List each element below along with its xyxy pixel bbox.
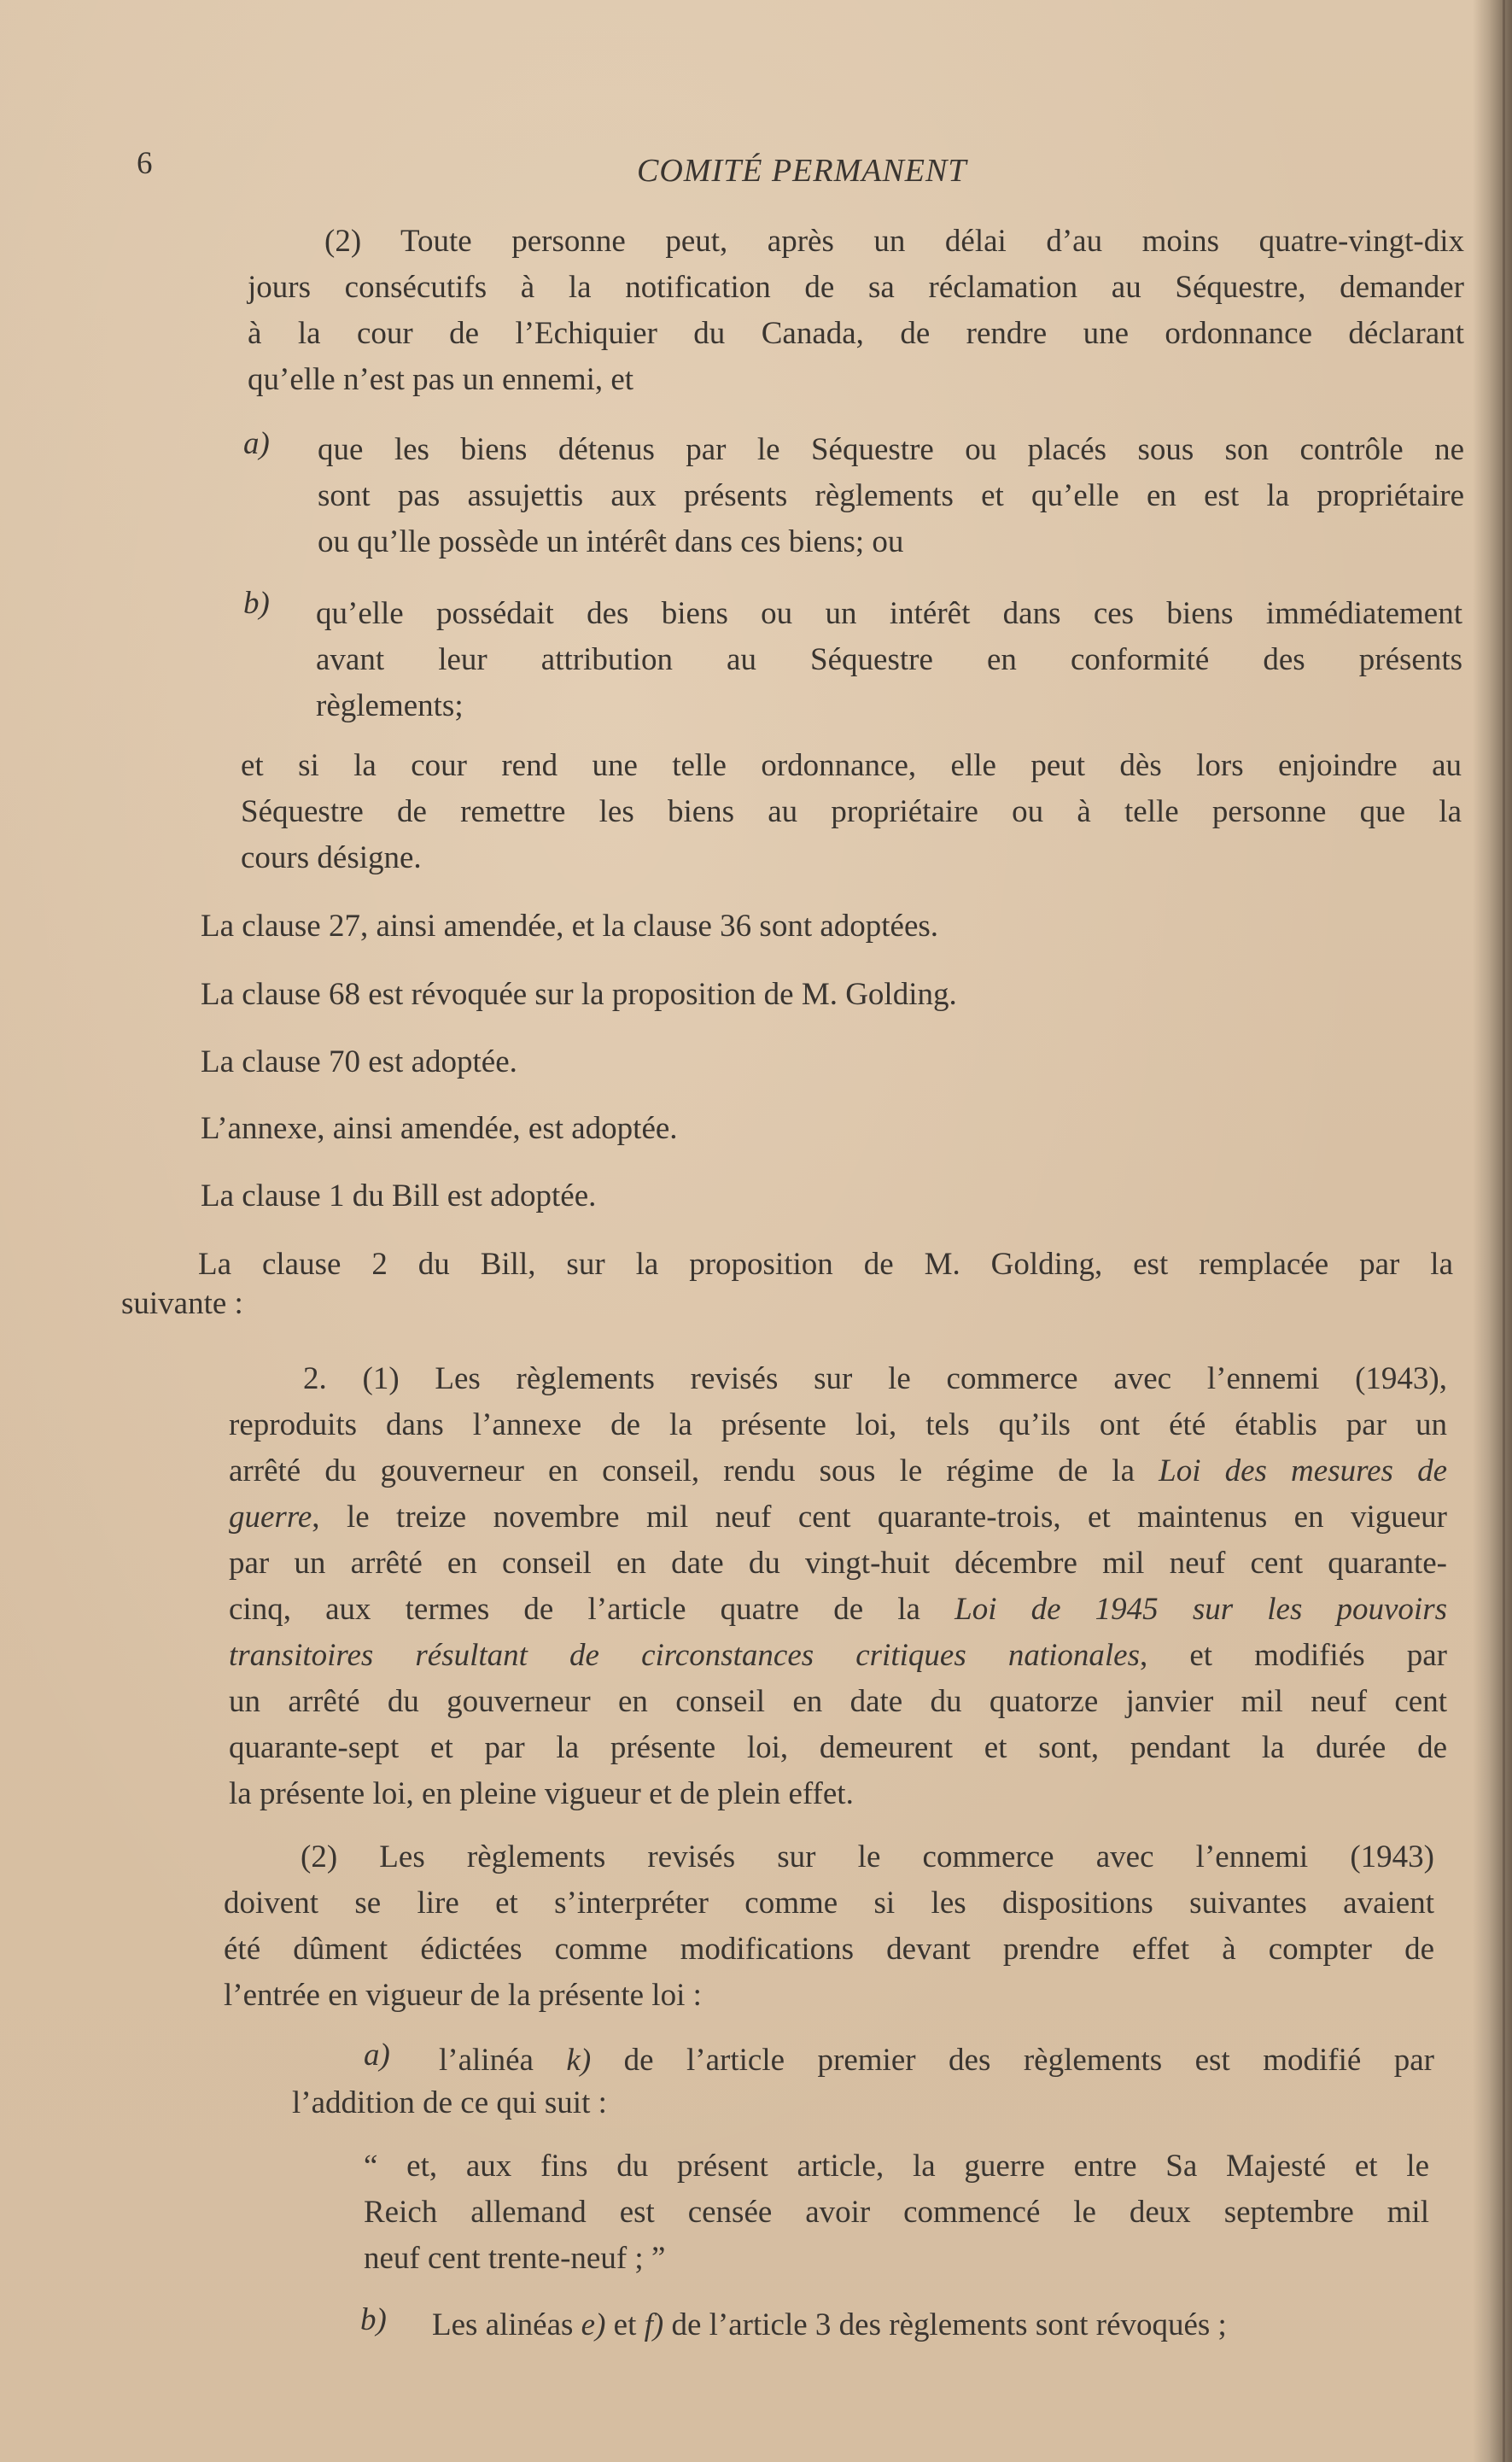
text-line: été dûment édictées comme modifications devant prendre effet à compter de <box>224 1932 1434 1967</box>
text-line: avant leur attribution au Séquestre en conformité des présents <box>316 642 1462 677</box>
text-line: reproduits dans l’annexe de la présente loi, tels qu’ils ont été établis par un <box>229 1407 1447 1442</box>
page-number: 6 <box>137 146 153 181</box>
italic-run: f) <box>644 2307 664 2342</box>
text-line <box>439 2038 1434 2083</box>
item-label: a) <box>243 426 270 461</box>
text-line: neuf cent trente-neuf ; ” <box>364 2241 666 2276</box>
text-line: (2) Toute personne peut, après un délai d’au moins quatre-vingt-dix <box>324 224 1464 259</box>
text-run: arrêté du gouverneur en conseil, rendu sous le régime de la <box>229 1453 1159 1488</box>
text-line: cours désigne. <box>241 840 422 875</box>
text-line: l’addition de ce qui suit : <box>292 2085 607 2120</box>
text-line: qu’elle n’est pas un ennemi, et <box>248 362 634 397</box>
text-line: Séquestre de remettre les biens au propriétaire ou à telle personne que la <box>241 794 1462 829</box>
text-run: , le treize novembre mil neuf cent quarante-trois, et maintenus en vigueur <box>312 1500 1447 1535</box>
text-run: de l’article 3 des règlements sont révoqués ; <box>663 2307 1227 2342</box>
text-line <box>229 1448 1447 1494</box>
text-line: Reich allemand est censée avoir commencé le deux septembre mil <box>364 2195 1429 2230</box>
text-run: l’alinéa <box>439 2043 567 2078</box>
text-line: qu’elle possédait des biens ou un intérêt dans ces biens immédiatement <box>316 596 1462 631</box>
text-line <box>229 1494 1447 1540</box>
text-line: (2) Les règlements revisés sur le commerce avec l’ennemi (1943) <box>301 1839 1434 1874</box>
law-title-italic: Loi de 1945 sur les pouvoirs <box>954 1592 1447 1627</box>
item-label: b) <box>243 586 270 621</box>
text-line: La clause 2 du Bill, sur la proposition de M. Golding, est remplacée par la <box>198 1247 1453 1282</box>
text-line <box>432 2302 1227 2348</box>
text-line: “ et, aux fins du présent article, la guerre entre Sa Majesté et le <box>364 2149 1429 2184</box>
italic-run: k) <box>566 2043 592 2078</box>
text-line: sont pas assujettis aux présents règlements et qu’elle en est la propriétaire <box>318 478 1464 513</box>
text-line: jours consécutifs à la notification de sa réclamation au Séquestre, demander <box>248 270 1464 305</box>
binding-edge <box>1503 0 1505 2462</box>
text-line: quarante-sept et par la présente loi, demeurent et sont, pendant la durée de <box>229 1730 1447 1765</box>
running-title: COMITÉ PERMANENT <box>637 153 967 189</box>
text-line: à la cour de l’Echiquier du Canada, de rendre une ordonnance déclarant <box>248 316 1464 351</box>
text-run: de l’article premier des règlements est modifié par <box>591 2043 1434 2078</box>
text-line: l’entrée en vigueur de la présente loi : <box>224 1978 702 2013</box>
text-line: suivante : <box>121 1286 243 1321</box>
minute-bill-clause-1: La clause 1 du Bill est adoptée. <box>201 1178 597 1213</box>
minute-annexe: L’annexe, ainsi amendée, est adoptée. <box>201 1111 678 1146</box>
italic-run: e) <box>581 2307 606 2342</box>
law-title-italic: guerre <box>229 1500 312 1535</box>
minute-clause-27: La clause 27, ainsi amendée, et la clause 36 sont adoptées. <box>201 909 939 944</box>
text-line <box>229 1587 1447 1632</box>
law-title-italic: transitoires résultant de circonstances critiques nationales <box>229 1638 1140 1673</box>
text-line: la présente loi, en pleine vigueur et de plein effet. <box>229 1776 854 1811</box>
minute-clause-68: La clause 68 est révoquée sur la proposition de M. Golding. <box>201 977 957 1012</box>
text-run: Les alinéas <box>432 2307 581 2342</box>
text-run: et <box>605 2307 645 2342</box>
text-line: par un arrêté en conseil en date du vingt-huit décembre mil neuf cent quarante- <box>229 1546 1447 1581</box>
text-line: règlements; <box>316 688 464 723</box>
minute-clause-70: La clause 70 est adoptée. <box>201 1044 517 1079</box>
text-run: cinq, aux termes de l’article quatre de la <box>229 1592 955 1627</box>
text-line: que les biens détenus par le Séquestre ou placés sous son contrôle ne <box>318 432 1464 467</box>
page-edge-shadow <box>1473 0 1512 2462</box>
text-run: , et modifiés par <box>1140 1638 1447 1673</box>
text-line: 2. (1) Les règlements revisés sur le commerce avec l’ennemi (1943), <box>303 1361 1447 1396</box>
item-label: a) <box>364 2038 390 2073</box>
text-line: un arrêté du gouverneur en conseil en date du quatorze janvier mil neuf cent <box>229 1684 1447 1719</box>
text-line: et si la cour rend une telle ordonnance, elle peut dès lors enjoindre au <box>241 748 1462 783</box>
text-line: doivent se lire et s’interpréter comme si les dispositions suivantes avaient <box>224 1886 1434 1921</box>
text-line: ou qu’lle possède un intérêt dans ces biens; ou <box>318 524 904 559</box>
item-label: b) <box>360 2302 387 2337</box>
law-title-italic: Loi des mesures de <box>1159 1453 1447 1488</box>
text-line <box>229 1633 1447 1678</box>
